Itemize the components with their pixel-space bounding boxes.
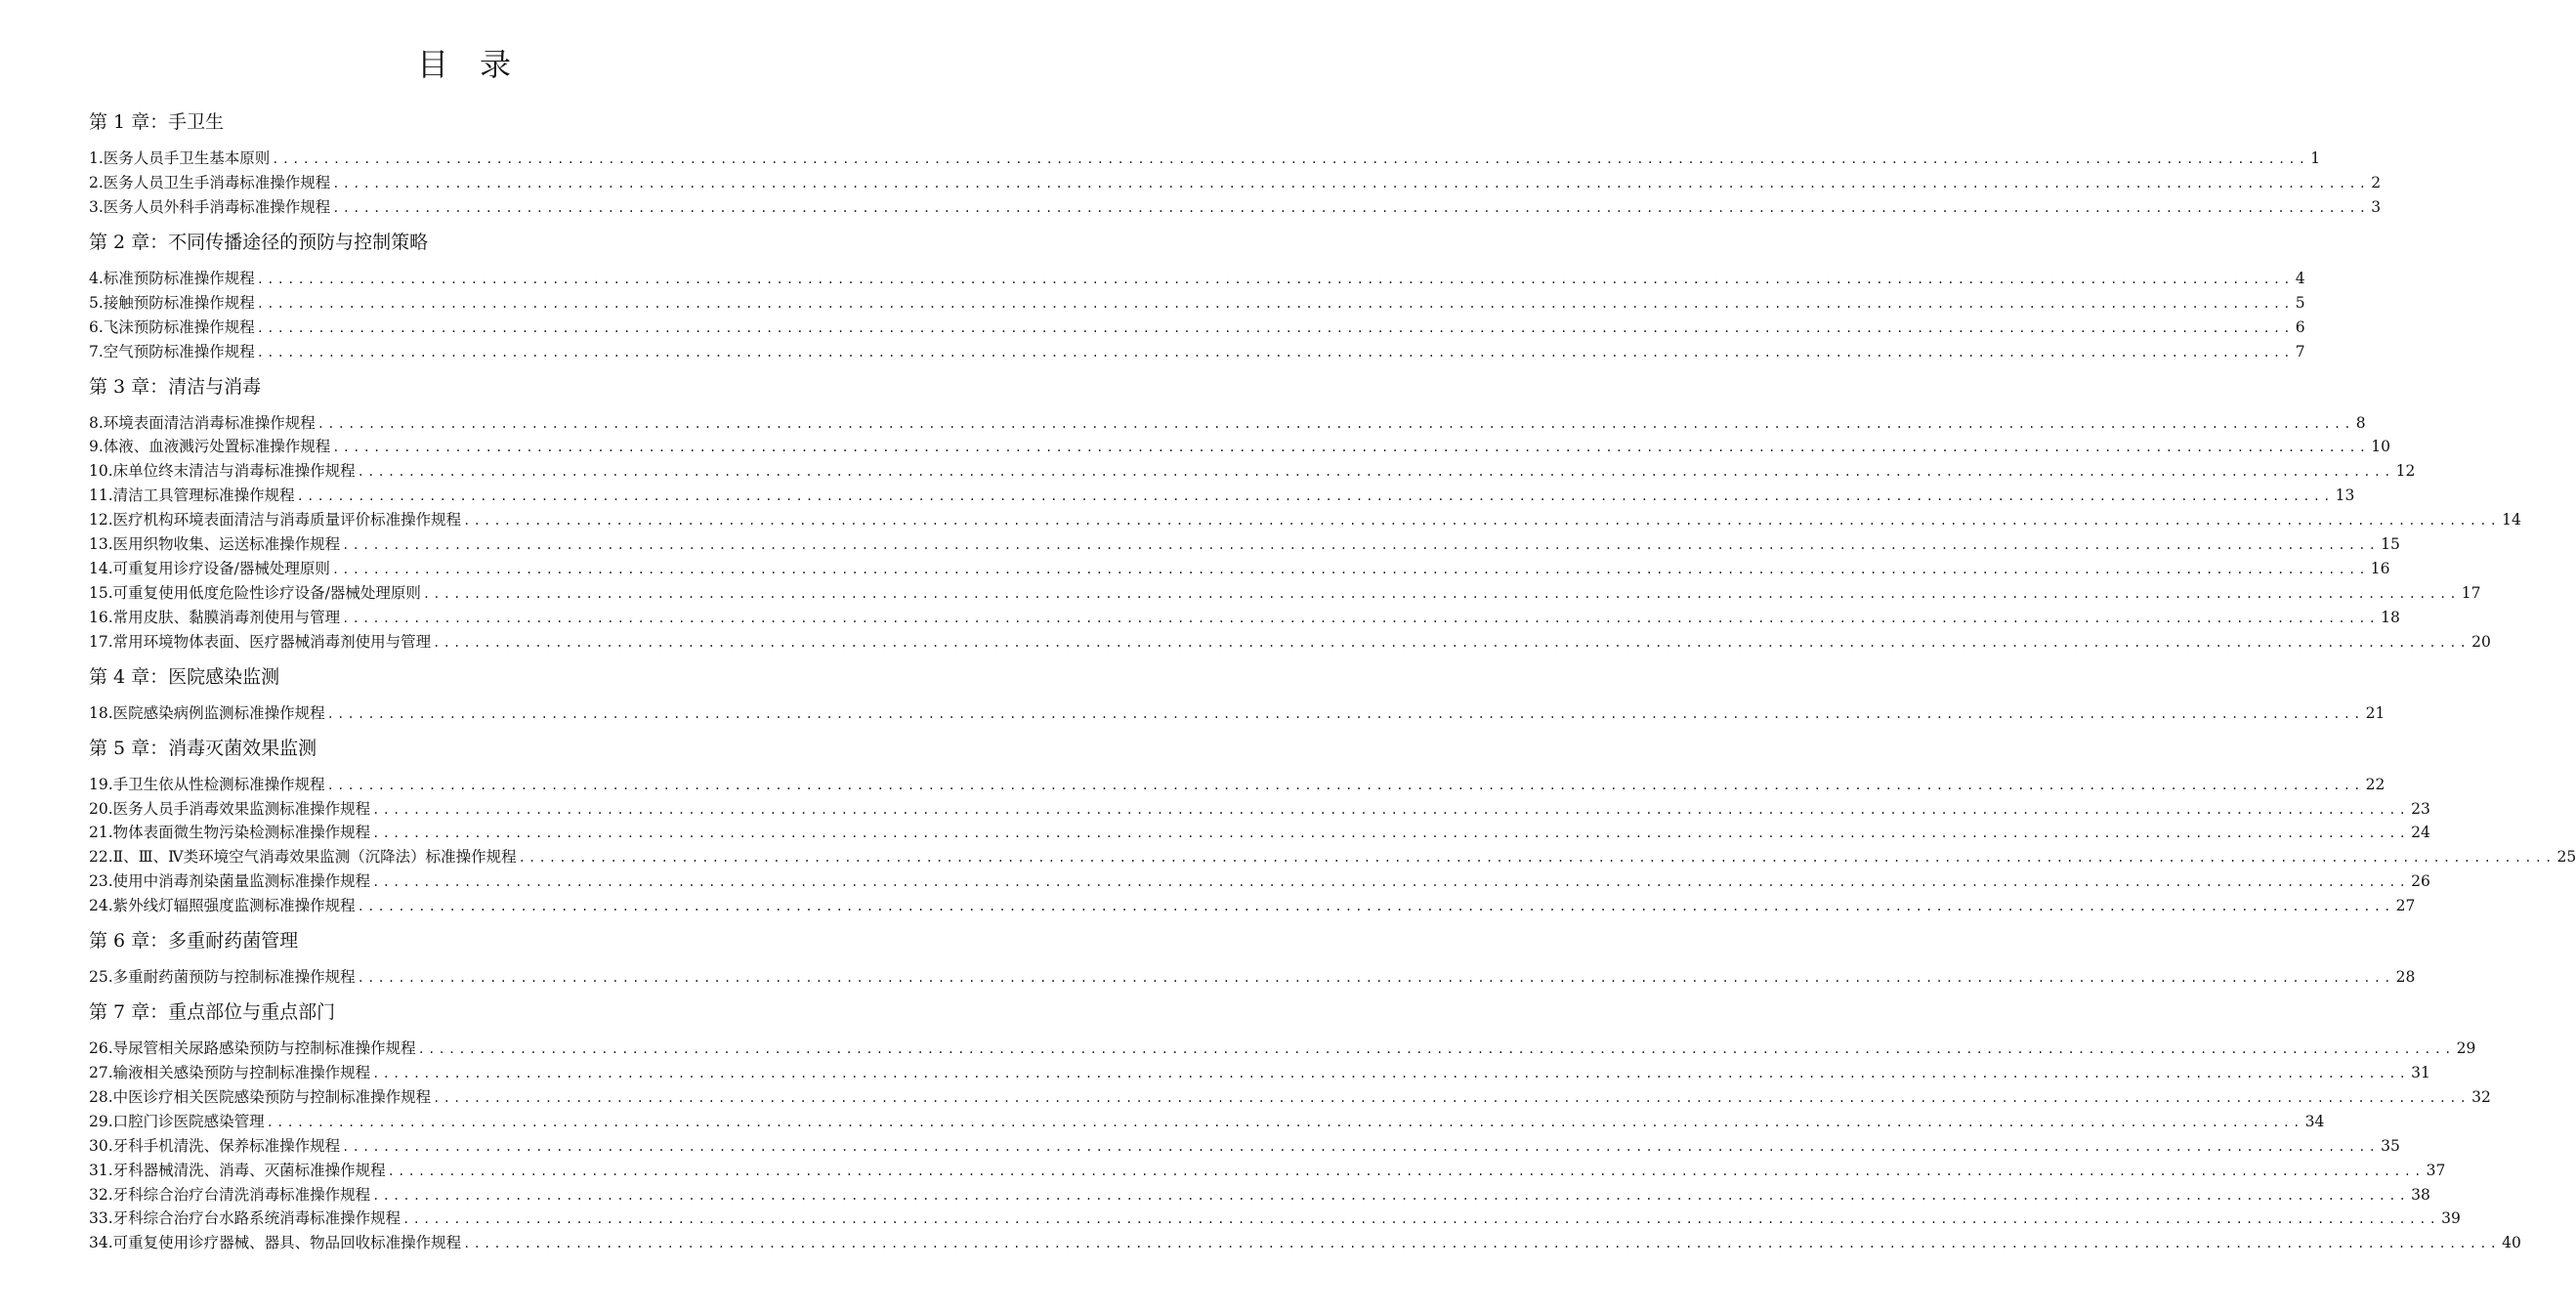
toc-title: 目 录 [416, 46, 511, 83]
toc-entry[interactable] [89, 966, 2416, 988]
toc-entry-page: 34 [2304, 1112, 2325, 1130]
toc-entry[interactable] [89, 485, 2355, 506]
toc-entry-label: 31.牙科器械清洗、消毒、灭菌标准操作规程 [89, 1161, 386, 1179]
toc-leader-dots: ........................................................................................................................................................................................................ [266, 1115, 2303, 1129]
toc-entry-label: 25.多重耐药菌预防与控制标准操作规程 [89, 968, 356, 987]
chapter-heading: 第 1 章：手卫生 [89, 111, 225, 133]
toc-leader-dots: ........................................................................................................................................................................................................ [332, 200, 2370, 215]
toc-entry[interactable] [89, 1038, 2476, 1059]
toc-entry-label: 20.医务人员手消毒效果监测标准操作规程 [89, 799, 371, 818]
toc-entry-page: 20 [2471, 632, 2491, 651]
toc-entry[interactable] [89, 582, 2481, 604]
toc-entry[interactable] [89, 196, 2382, 218]
toc-leader-dots: ........................................................................................................................................................................................................ [342, 1139, 2380, 1154]
toc-entry-label: 6.飞沫预防标准操作规程 [89, 318, 255, 336]
toc-entry-page: 2 [2371, 173, 2382, 191]
toc-entry[interactable] [89, 292, 2305, 314]
toc-entry[interactable] [89, 412, 2366, 434]
toc-entry-label: 1.医务人员手卫生基本原则 [89, 149, 271, 167]
toc-leader-dots: ........................................................................................................................................................................................................ [342, 538, 2380, 552]
toc-leader-dots: ........................................................................................................................................................................................................ [317, 416, 2354, 431]
toc-entry[interactable] [89, 1232, 2521, 1253]
toc-entry-page: 32 [2471, 1087, 2491, 1106]
toc-entry-page: 40 [2502, 1234, 2521, 1252]
toc-leader-dots: ........................................................................................................................................................................................................ [372, 875, 2410, 890]
toc-entry-label: 23.使用中消毒剂染菌量监测标准操作规程 [89, 872, 371, 891]
toc-entry-page: 6 [2295, 318, 2305, 336]
toc-entry[interactable] [89, 631, 2491, 653]
chapter-heading: 第 6 章：多重耐药菌管理 [89, 930, 299, 953]
toc-entry-label: 14.可重复用诊疗设备/器械处理原则 [89, 559, 330, 577]
toc-entry[interactable] [89, 1207, 2461, 1229]
chapter-heading: 第 3 章：清洁与消毒 [89, 375, 262, 398]
toc-entry-label: 7.空气预防标准操作规程 [89, 342, 255, 360]
toc-entry-label: 33.牙科综合治疗台水路系统消毒标准操作规程 [89, 1209, 401, 1228]
chapter-heading: 第 5 章：消毒灭菌效果监测 [89, 737, 317, 759]
toc-entry-label: 11.清洁工具管理标准操作规程 [89, 487, 295, 505]
toc-leader-dots: ........................................................................................................................................................................................................ [326, 706, 2364, 721]
toc-entry-page: 14 [2502, 511, 2521, 529]
toc-entry[interactable] [89, 1135, 2400, 1157]
toc-entry-page: 26 [2411, 872, 2430, 891]
toc-entry-label: 22.Ⅱ、Ⅲ、Ⅳ类环境空气消毒效果监测（沉降法）标准操作规程 [89, 848, 517, 867]
toc-leader-dots: ........................................................................................................................................................................................................ [326, 778, 2364, 792]
toc-entry-label: 18.医院感染病例监测标准操作规程 [89, 703, 325, 722]
toc-entry[interactable] [89, 268, 2305, 289]
toc-entry[interactable] [89, 846, 2576, 868]
toc-leader-dots: ........................................................................................................................................................................................................ [372, 1067, 2410, 1080]
toc-leader-dots: ........................................................................................................................................................................................................ [417, 1042, 2455, 1057]
toc-entry-page: 4 [2295, 269, 2305, 287]
toc-entry-page: 16 [2370, 559, 2390, 577]
toc-entry-label: 8.环境表面清洁消毒标准操作规程 [89, 413, 316, 432]
toc-leader-dots: ........................................................................................................................................................................................................ [332, 176, 2370, 191]
toc-entry-page: 18 [2381, 608, 2400, 626]
toc-entry-label: 16.常用皮肤、黏膜消毒剂使用与管理 [89, 608, 341, 626]
toc-entry-page: 28 [2395, 968, 2416, 987]
toc-entry[interactable] [89, 533, 2400, 555]
toc-entry[interactable] [89, 895, 2416, 916]
toc-leader-dots: ........................................................................................................................................................................................................ [433, 635, 2470, 650]
toc-entry[interactable] [89, 1086, 2491, 1108]
toc-leader-dots: ........................................................................................................................................................................................................ [256, 320, 2294, 335]
toc-entry-label: 2.医务人员卫生手消毒标准操作规程 [89, 173, 331, 191]
toc-entry-page: 7 [2295, 342, 2305, 360]
toc-entry[interactable] [89, 607, 2400, 628]
chapter-heading: 第 7 章：重点部位与重点部门 [89, 1001, 336, 1024]
toc-leader-dots: ........................................................................................................................................................................................................ [256, 296, 2294, 311]
toc-leader-dots: ........................................................................................................................................................................................................ [463, 514, 2501, 529]
toc-entry[interactable] [89, 460, 2416, 482]
toc-leader-dots: ........................................................................................................................................................................................................ [256, 345, 2294, 360]
toc-entry-label: 4.标准预防标准操作规程 [89, 269, 255, 287]
toc-entry[interactable] [89, 172, 2382, 193]
toc-leader-dots: ........................................................................................................................................................................................................ [357, 465, 2394, 480]
toc-leader-dots: ........................................................................................................................................................................................................ [342, 611, 2380, 625]
toc-entry-page: 8 [2355, 413, 2366, 432]
toc-entry-page: 15 [2381, 535, 2400, 553]
toc-entry[interactable] [89, 436, 2390, 457]
toc-entry-page: 13 [2335, 487, 2355, 505]
toc-entry-page: 24 [2411, 824, 2430, 842]
toc-entry-page: 29 [2456, 1039, 2476, 1058]
toc-entry-label: 5.接触预防标准操作规程 [89, 293, 255, 312]
toc-leader-dots: ........................................................................................................................................................................................................ [422, 586, 2460, 601]
toc-entry[interactable] [89, 1111, 2325, 1132]
toc-leader-dots: ........................................................................................................................................................................................................ [372, 1188, 2410, 1203]
toc-entry[interactable] [89, 774, 2386, 795]
toc-leader-dots: ........................................................................................................................................................................................................ [372, 826, 2410, 841]
toc-entry-label: 29.口腔门诊医院感染管理 [89, 1112, 265, 1130]
toc-entry[interactable] [89, 509, 2521, 530]
toc-entry-page: 5 [2295, 293, 2305, 312]
toc-entry[interactable] [89, 1184, 2430, 1206]
toc-entry[interactable] [89, 341, 2305, 362]
toc-entry-label: 15.可重复使用低度危险性诊疗设备/器械处理原则 [89, 583, 421, 602]
toc-entry[interactable] [89, 822, 2430, 843]
toc-entry-page: 21 [2365, 703, 2386, 722]
toc-entry-page: 17 [2461, 583, 2481, 602]
toc-entry-page: 22 [2365, 775, 2386, 793]
toc-entry[interactable] [89, 1062, 2430, 1083]
toc-leader-dots: ........................................................................................................................................................................................................ [518, 851, 2555, 866]
toc-entry-page: 35 [2381, 1136, 2400, 1155]
toc-leader-dots: ........................................................................................................................................................................................................ [357, 971, 2394, 986]
toc-entry-label: 19.手卫生依从性检测标准操作规程 [89, 775, 325, 793]
toc-entry-label: 3.医务人员外科手消毒标准操作规程 [89, 197, 331, 216]
toc-leader-dots: ........................................................................................................................................................................................................ [256, 272, 2294, 286]
toc-entry[interactable] [89, 870, 2430, 892]
toc-leader-dots: ........................................................................................................................................................................................................ [272, 152, 2309, 166]
toc-leader-dots: ........................................................................................................................................................................................................ [332, 441, 2370, 455]
toc-entry[interactable] [89, 798, 2430, 820]
toc-leader-dots: ........................................................................................................................................................................................................ [331, 562, 2369, 576]
toc-entry[interactable] [89, 148, 2321, 169]
toc-entry-page: 38 [2411, 1185, 2430, 1204]
toc-entry-label: 32.牙科综合治疗台清洗消毒标准操作规程 [89, 1185, 371, 1204]
toc-entry-page: 31 [2411, 1064, 2430, 1081]
toc-leader-dots: ........................................................................................................................................................................................................ [296, 489, 2334, 504]
toc-entry[interactable] [89, 558, 2390, 579]
toc-entry[interactable] [89, 317, 2305, 338]
toc-entry-label: 21.物体表面微生物污染检测标准操作规程 [89, 824, 371, 842]
toc-entry-label: 17.常用环境物体表面、医疗器械消毒剂使用与管理 [89, 632, 432, 651]
toc-leader-dots: ........................................................................................................................................................................................................ [387, 1164, 2425, 1178]
toc-leader-dots: ........................................................................................................................................................................................................ [433, 1090, 2470, 1105]
toc-entry-page: 25 [2556, 848, 2576, 867]
toc-leader-dots: ........................................................................................................................................................................................................ [372, 802, 2410, 817]
toc-entry-page: 3 [2371, 197, 2382, 216]
toc-entry-label: 34.可重复使用诊疗器械、器具、物品回收标准操作规程 [89, 1234, 462, 1252]
toc-entry-label: 12.医疗机构环境表面清洁与消毒质量评价标准操作规程 [89, 511, 462, 529]
toc-entry-page: 1 [2310, 149, 2321, 167]
toc-entry-label: 28.中医诊疗相关医院感染预防与控制标准操作规程 [89, 1087, 432, 1106]
toc-entry-label: 26.导尿管相关尿路感染预防与控制标准操作规程 [89, 1039, 416, 1058]
toc-leader-dots: ........................................................................................................................................................................................................ [357, 900, 2394, 914]
chapter-heading: 第 2 章：不同传播途径的预防与控制策略 [89, 231, 429, 253]
chapter-heading: 第 4 章：医院感染监测 [89, 665, 280, 688]
toc-entry-page: 12 [2395, 462, 2416, 481]
toc-entry-label: 30.牙科手机清洗、保养标准操作规程 [89, 1136, 341, 1155]
toc-entry-page: 27 [2395, 897, 2416, 915]
toc-leader-dots: ........................................................................................................................................................................................................ [402, 1212, 2440, 1227]
toc-entry-page: 39 [2441, 1209, 2461, 1228]
toc-entry-page: 10 [2371, 438, 2390, 456]
toc-entry-label: 10.床单位终末清洁与消毒标准操作规程 [89, 462, 356, 481]
toc-leader-dots: ........................................................................................................................................................................................................ [463, 1237, 2501, 1251]
toc-entry-label: 24.紫外线灯辐照强度监测标准操作规程 [89, 897, 356, 915]
toc-entry-page: 23 [2411, 799, 2430, 818]
toc-entry[interactable] [89, 1160, 2446, 1181]
toc-entry[interactable] [89, 702, 2386, 724]
toc-entry-label: 27.输液相关感染预防与控制标准操作规程 [89, 1064, 371, 1081]
toc-entry-page: 37 [2426, 1161, 2446, 1179]
toc-entry-label: 9.体液、血液溅污处置标准操作规程 [89, 438, 331, 456]
toc-entry-label: 13.医用织物收集、运送标准操作规程 [89, 535, 341, 553]
